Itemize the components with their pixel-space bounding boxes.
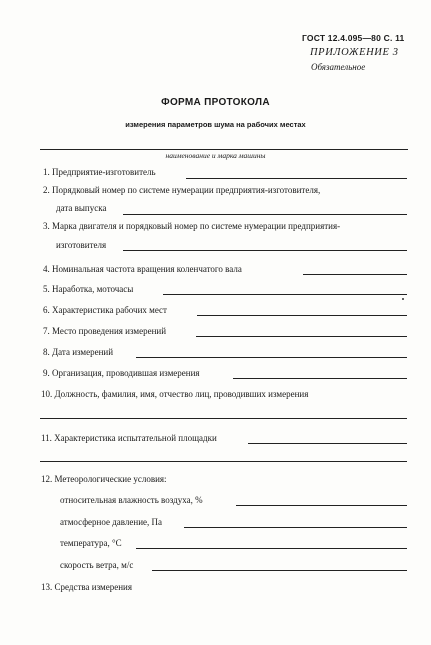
item-2-label: 2. Порядковый номер по системе нумерации предприятия-изготовителя,: [43, 185, 321, 195]
machine-name-caption: наименование и марка машины: [165, 151, 266, 160]
meteo-temperature-label: температура, °С: [60, 538, 122, 548]
item-2-cont: дата выпуска: [56, 203, 107, 213]
item-11-line-a: [248, 443, 407, 444]
meteo-pressure-line: [184, 527, 407, 528]
meteo-pressure-label: атмосферное давление, Па: [60, 517, 163, 527]
item-3-label: 3. Марка двигателя и порядковый номер по системе нумерации предприятия-: [43, 221, 341, 231]
item-7-line: [196, 336, 407, 337]
item-10-line: [40, 418, 407, 419]
meteo-humidity-line: [236, 505, 407, 506]
meteo-wind-label: скорость ветра, м/с: [60, 560, 134, 570]
item-9-line: [233, 378, 407, 379]
appendix-label: ПРИЛОЖЕНИЕ 3: [310, 47, 399, 58]
item-3-cont: изготовителя: [56, 240, 107, 250]
form-subtitle: измерения параметров шума на рабочих местах: [125, 120, 306, 129]
item-11-label: 11. Характеристика испытательной площадки: [41, 433, 217, 443]
item-12-label: 12. Метеорологические условия:: [41, 474, 167, 484]
item-1-line: [186, 178, 407, 179]
meteo-wind-line: [152, 570, 407, 571]
item-13-label: 13. Средства измерения: [41, 582, 132, 592]
item-11-line-b: [40, 461, 407, 462]
item-6-line: [197, 315, 407, 316]
item-4-label: 4. Номинальная частота вращения коленчатого вала: [43, 264, 242, 274]
item-4-line: [303, 274, 407, 275]
item-9-label: 9. Организация, проводившая измерения: [43, 368, 200, 378]
item-6-label: 6. Характеристика рабочих мест: [43, 305, 167, 315]
item-2-line: [123, 214, 407, 215]
stray-dot: [402, 298, 404, 300]
item-1-label: 1. Предприятие-изготовитель: [43, 167, 156, 177]
item-5-label: 5. Наработка, моточасы: [43, 284, 134, 294]
machine-name-line: [40, 149, 408, 150]
item-8-line: [136, 357, 407, 358]
meteo-humidity-label: относительная влажность воздуха, %: [60, 495, 203, 505]
item-3-line: [123, 250, 407, 251]
item-5-line: [163, 294, 407, 295]
item-7-label: 7. Место проведения измерений: [43, 326, 167, 336]
item-8-label: 8. Дата измерений: [43, 347, 114, 357]
form-title: ФОРМА ПРОТОКОЛА: [161, 97, 270, 108]
meteo-temperature-line: [136, 548, 407, 549]
appendix-status: Обязательное: [311, 62, 366, 72]
standard-number: ГОСТ 12.4.095—80 С. 11: [302, 33, 405, 43]
item-10-label: 10. Должность, фамилия, имя, отчество лиц, проводивших измерения: [41, 389, 309, 399]
